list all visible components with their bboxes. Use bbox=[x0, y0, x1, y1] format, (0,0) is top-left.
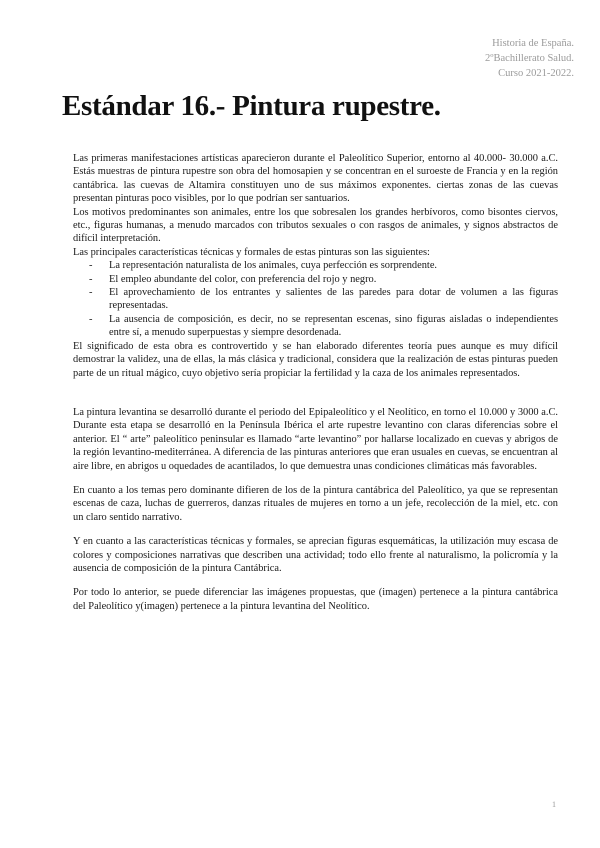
document-header bbox=[485, 36, 574, 81]
paragraph-conclusion: Por todo lo anterior, se puede diferenciar las imágenes propuestas, que (imagen) pertenece a la pintura cantábrica del Paleolítico y(imagen) pertenece a la pintura levantina del Neolítico. bbox=[73, 587, 558, 612]
paragraph-levantine-themes: En cuanto a los temas pero dominante difieren de los de la pintura cantábrica del Paleolítico, ya que se representan escenas de caza, luchas de guerreros, danzas rituales de mujeres en torno a un jefe, recolección de la miel, etc. con un claro sentido narrativo. bbox=[73, 484, 558, 523]
header-course: 2ºBachillerato Salud. bbox=[485, 53, 574, 64]
paragraph-characteristics-intro: Las principales características técnicas y formales de estas pinturas son las siguientes: bbox=[73, 246, 430, 258]
list-item: - La representación naturalista de los animales, cuya perfección es sorprendente. bbox=[73, 259, 558, 272]
paragraph-meaning: El significado de esta obra es controvertido y se han elaborado diferentes teoría pues aunque es muy difícil demostrar la validez, una de ellas, la más clásica y tradicional, considera que la realización de estas pinturas pueden parte de un ritual mágico, cuyo objetivo sería propiciar la fertilidad y la caza de los animales representados. bbox=[73, 340, 558, 379]
list-item: - El aprovechamiento de los entrantes y salientes de las paredes para dotar de volumen a las figuras representadas. bbox=[73, 286, 558, 313]
header-year: Curso 2021-2022. bbox=[498, 68, 574, 79]
paragraph-paleolithic-intro: Las primeras manifestaciones artísticas aparecieron durante el Paleolítico Superior, entorno al 40.000- 30.000 a.C. Estás muestras de pintura rupestre son obra del homosapien y se concentran en el suroeste de Francia y en la región cantábrica. las cuevas de Altamira constituyen uno de sus máximos exponentes. ciertas zonas de las cuevas presentan pinturas poco visibles, por lo que podrían ser santuarios. bbox=[73, 153, 558, 205]
page-title: Estándar 16.- Pintura rupestre. bbox=[62, 90, 441, 122]
paragraph-motifs: Los motivos predominantes son animales, entre los que sobresalen los grandes herbívoros, como bisontes ciervos, etc., figuras humanas, a menudo marcados con tributos sexuales o con rasgos de animales, y signos abstractos de difícil interpretación. bbox=[73, 206, 558, 245]
paragraph-levantine-technique: Y en cuanto a las características técnicas y formales, se aprecian figuras esquemáticas, la utilización muy escasa de colores y composiciones narrativas que describen una actividad; todo ello frente al naturalismo, la policromía y la ausencia de composición de la pintura Cantábrica. bbox=[73, 536, 558, 574]
characteristics-list bbox=[73, 259, 558, 339]
page-number: 1 bbox=[552, 800, 556, 809]
paragraph-levantine: La pintura levantina se desarrolló durante el periodo del Epipaleolítico y el Neolítico, en torno el 10.000 y 3000 a.C. Durante esta etapa se desarrolló en la Península Ibérica el arte rupestre levantino con claras diferencias sobre el anterior. El “ arte” paleolítico peninsular es llamado “arte levantino” por hallarse localizado en cuevas y abrigos de la región levantino-mediterránea. A diferencia de las pinturas anteriores que eran usuales en cuevas, se encuentran al aire libre, en abrigos u oquedades de acantilados, lo que demuestra unas condiciones climáticas más favorables. bbox=[73, 406, 558, 472]
list-item: - La ausencia de composición, es decir, no se representan escenas, sino figuras aisladas o independientes entre sí, a menudo superpuestas y siempre desordenada. bbox=[73, 313, 558, 340]
header-subject: Historia de España. bbox=[492, 38, 574, 49]
list-item: - El empleo abundante del color, con preferencia del rojo y negro. bbox=[73, 273, 558, 286]
document-body bbox=[73, 152, 558, 613]
